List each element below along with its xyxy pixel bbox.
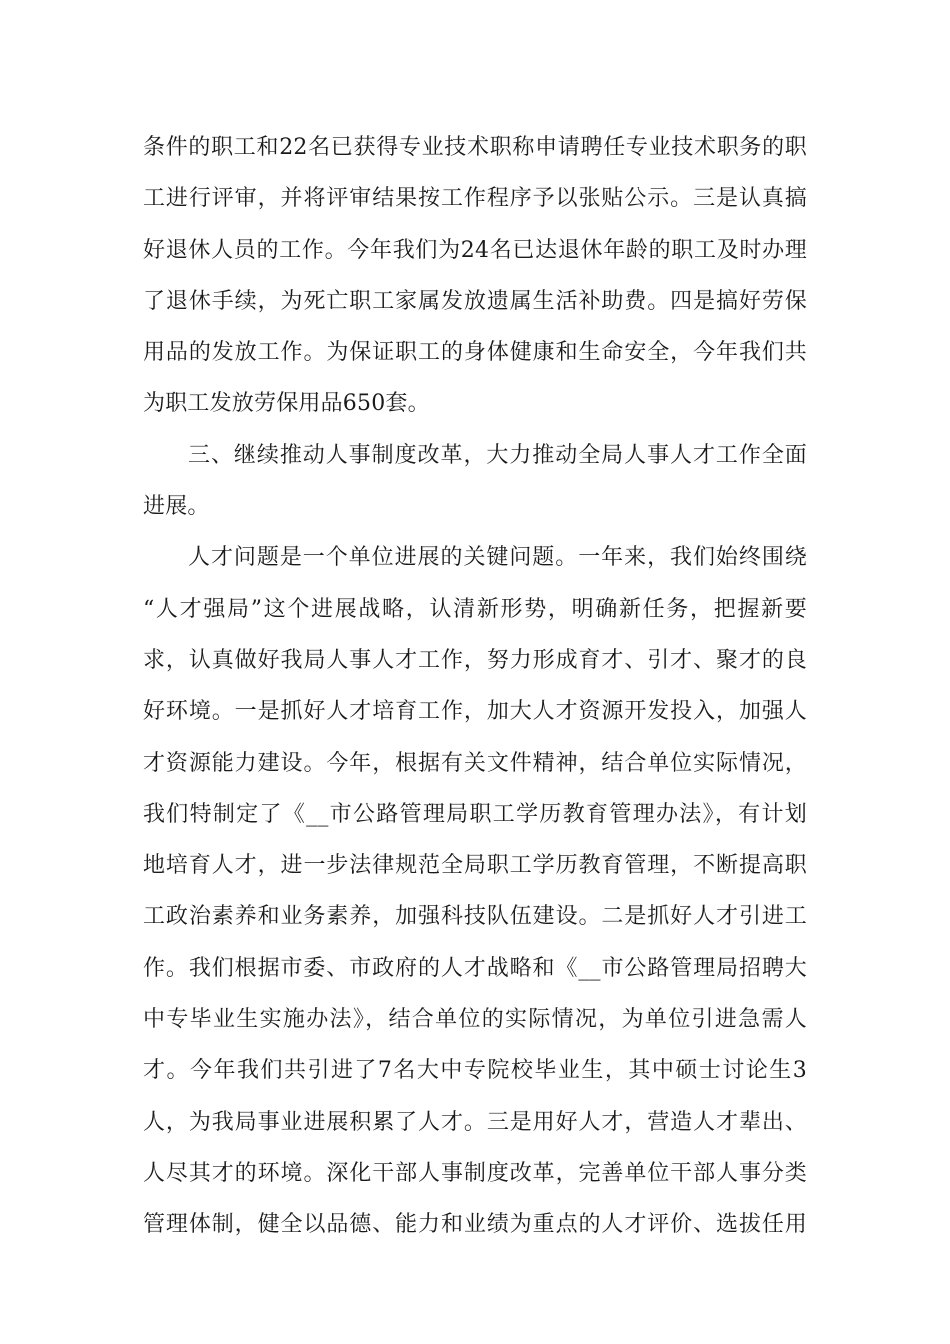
- text-line: 才资源能力建设。今年，根据有关文件精神，结合单位实际情况，: [143, 750, 807, 776]
- text-line: 了退休手续，为死亡职工家属发放遗属生活补助费。四是搞好劳保: [143, 288, 807, 314]
- text-line: 才。今年我们共引进了7名大中专院校毕业生，其中硕士讨论生3: [143, 1058, 807, 1084]
- document-body: [143, 122, 807, 1251]
- text-line: 求，认真做好我局人事人才工作，努力形成育才、引才、聚才的良: [143, 647, 807, 673]
- text-line: 地培育人才，进一步法律规范全局职工学历教育管理，不断提高职: [143, 853, 807, 879]
- text-line: 管理体制，健全以品德、能力和业绩为重点的人才评价、选拔任用: [143, 1212, 807, 1238]
- section-heading-line: 三、继续推动人事制度改革，大力推动全局人事人才工作全面: [188, 442, 807, 468]
- text-line: 人才问题是一个单位进展的关键问题。一年来，我们始终围绕: [188, 545, 807, 571]
- text-line: 为职工发放劳保用品650套。: [143, 391, 430, 417]
- text-line: 人尽其才的环境。深化干部人事制度改革，完善单位干部人事分类: [143, 1160, 807, 1186]
- text-line: 好环境。一是抓好人才培育工作，加大人才资源开发投入，加强人: [143, 699, 807, 725]
- text-line: 人，为我局事业进展积累了人才。三是用好人才，营造人才辈出、: [143, 1109, 807, 1135]
- text-line: “人才强局”这个进展战略，认清新形势，明确新任务，把握新要: [143, 596, 807, 622]
- text-line: 用品的发放工作。为保证职工的身体健康和生命安全，今年我们共: [143, 340, 807, 366]
- text-line: 工政治素养和业务素养，加强科技队伍建设。二是抓好人才引进工: [143, 904, 807, 930]
- text-line: 中专毕业生实施办法》，结合单位的实际情况，为单位引进急需人: [143, 1007, 807, 1033]
- section-heading-line: 进展。: [143, 494, 210, 520]
- text-line: 我们特制定了《__市公路管理局职工学历教育管理办法》，有计划: [143, 801, 807, 827]
- text-line: 条件的职工和22名已获得专业技术职称申请聘任专业技术职务的职: [143, 135, 807, 160]
- text-line: 好退休人员的工作。今年我们为24名已达退休年龄的职工及时办理: [143, 237, 807, 263]
- text-line: 作。我们根据市委、市政府的人才战略和《__市公路管理局招聘大: [143, 955, 807, 981]
- text-line: 工进行评审，并将评审结果按工作程序予以张贴公示。三是认真搞: [143, 186, 807, 212]
